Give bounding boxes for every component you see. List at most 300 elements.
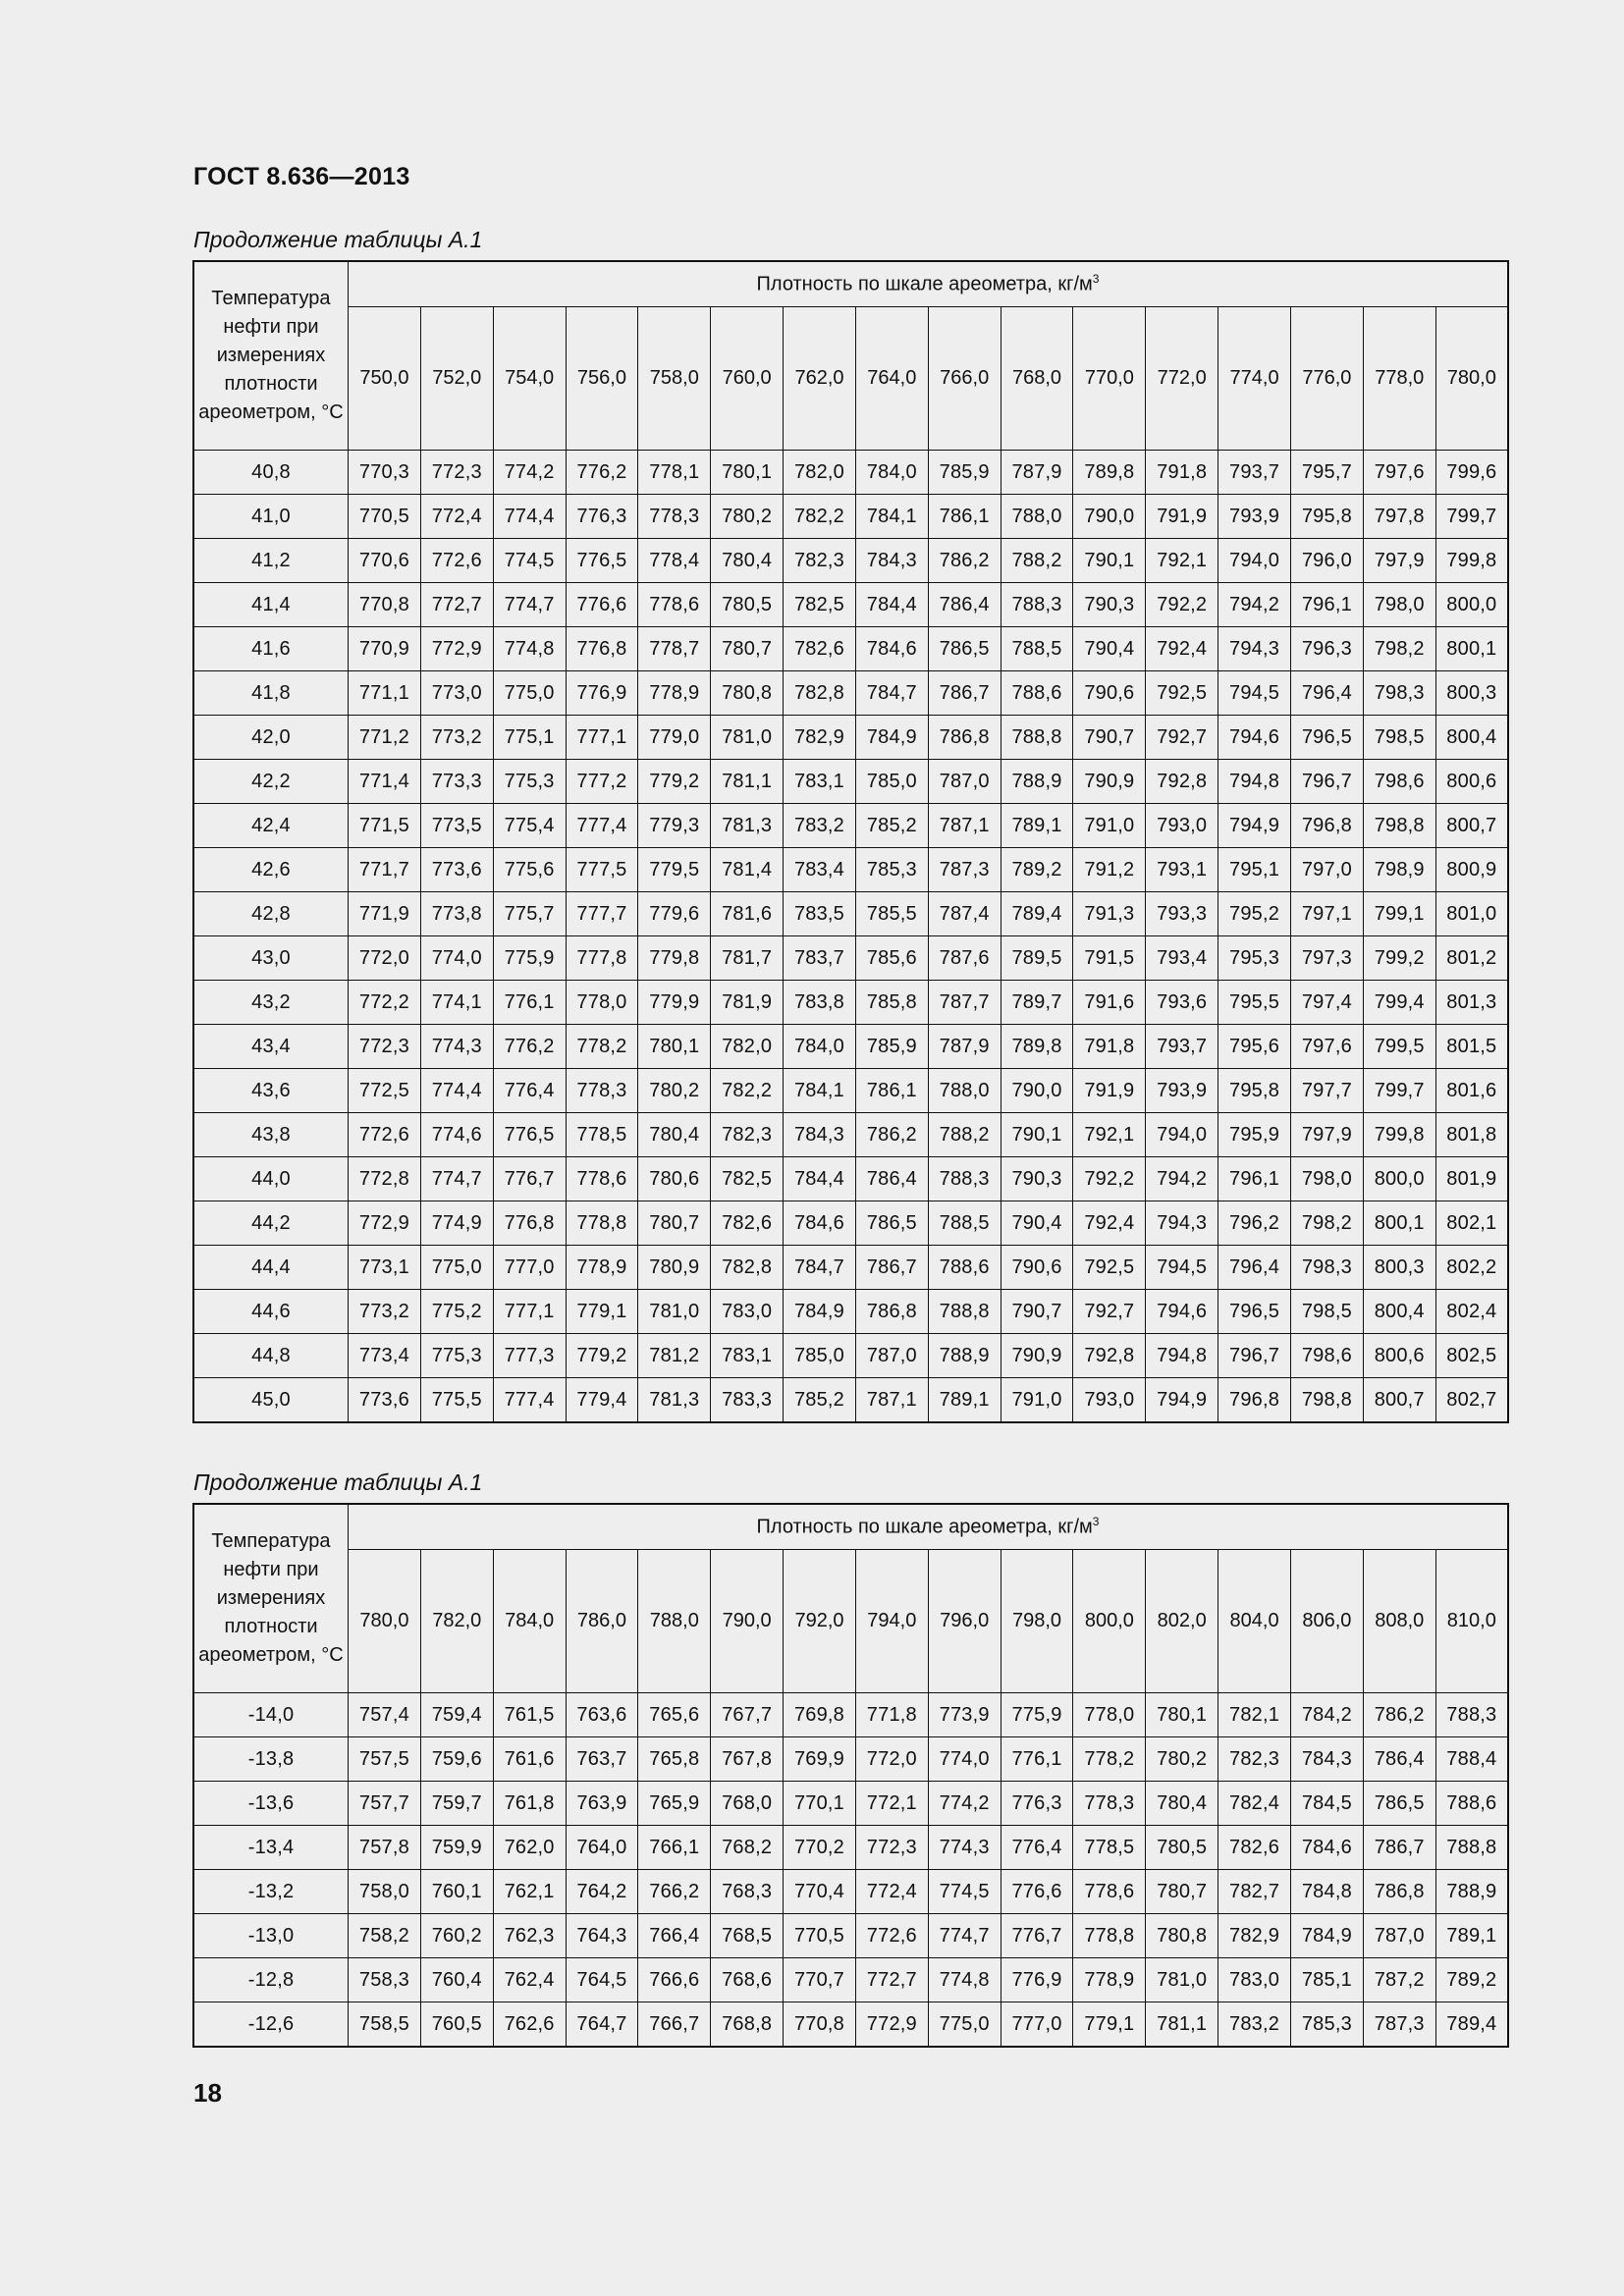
density-cell: 798,3 bbox=[1363, 671, 1435, 716]
density-cell: 788,6 bbox=[1001, 671, 1073, 716]
density-cell: 774,0 bbox=[928, 1737, 1001, 1782]
density-cell: 778,6 bbox=[638, 583, 711, 627]
density-cell: 787,4 bbox=[928, 892, 1001, 936]
density-cell: 789,1 bbox=[1435, 1914, 1508, 1958]
density-cell: 788,3 bbox=[1435, 1693, 1508, 1737]
column-header: 752,0 bbox=[420, 307, 493, 451]
density-cell: 786,2 bbox=[928, 539, 1001, 583]
table-row bbox=[193, 1201, 1508, 1246]
density-cell: 776,9 bbox=[566, 671, 638, 716]
density-cell: 795,8 bbox=[1290, 495, 1363, 539]
density-cell: 793,1 bbox=[1146, 848, 1218, 892]
density-cell: 778,6 bbox=[1073, 1870, 1146, 1914]
density-cell: 772,4 bbox=[855, 1870, 928, 1914]
density-cell: 786,5 bbox=[855, 1201, 928, 1246]
density-cell: 787,9 bbox=[1001, 451, 1073, 495]
density-cell: 778,0 bbox=[566, 981, 638, 1025]
table-row bbox=[193, 760, 1508, 804]
density-cell: 772,3 bbox=[855, 1826, 928, 1870]
density-cell: 797,4 bbox=[1290, 981, 1363, 1025]
density-cell: 789,5 bbox=[1001, 936, 1073, 981]
column-header: 762,0 bbox=[784, 307, 856, 451]
density-cell: 772,9 bbox=[349, 1201, 421, 1246]
density-cell: 781,6 bbox=[711, 892, 784, 936]
density-cell: 792,4 bbox=[1073, 1201, 1146, 1246]
density-cell: 795,8 bbox=[1218, 1069, 1291, 1113]
density-cell: 784,6 bbox=[855, 627, 928, 671]
density-cell: 786,4 bbox=[855, 1157, 928, 1201]
density-cell: 784,9 bbox=[784, 1290, 856, 1334]
density-cell: 774,4 bbox=[493, 495, 566, 539]
density-cell: 788,6 bbox=[928, 1246, 1001, 1290]
group-header-text: Плотность по шкале ареометра, кг/м bbox=[756, 273, 1093, 295]
density-cell: 760,4 bbox=[420, 1958, 493, 2002]
density-cell: 759,4 bbox=[420, 1693, 493, 1737]
density-cell: 794,0 bbox=[1218, 539, 1291, 583]
density-cell: 764,3 bbox=[566, 1914, 638, 1958]
density-cell: 798,6 bbox=[1363, 760, 1435, 804]
density-cell: 775,1 bbox=[493, 716, 566, 760]
density-cell: 767,7 bbox=[711, 1693, 784, 1737]
density-cell: 772,3 bbox=[349, 1025, 421, 1069]
density-cell: 790,9 bbox=[1073, 760, 1146, 804]
density-cell: 789,8 bbox=[1001, 1025, 1073, 1069]
density-cell: 782,2 bbox=[784, 495, 856, 539]
density-cell: 770,6 bbox=[349, 539, 421, 583]
density-cell: 760,5 bbox=[420, 2002, 493, 2048]
density-cell: 772,7 bbox=[855, 1958, 928, 2002]
density-cell: 790,3 bbox=[1073, 583, 1146, 627]
column-header: 780,0 bbox=[349, 1550, 421, 1693]
density-cell: 776,6 bbox=[566, 583, 638, 627]
density-cell: 791,2 bbox=[1073, 848, 1146, 892]
density-cell: 782,3 bbox=[784, 539, 856, 583]
density-cell: 771,4 bbox=[349, 760, 421, 804]
density-cell: 788,3 bbox=[928, 1157, 1001, 1201]
density-cell: 778,8 bbox=[1073, 1914, 1146, 1958]
header-row bbox=[193, 1504, 1508, 1550]
density-cell: 785,9 bbox=[928, 451, 1001, 495]
temperature-cell: 44,4 bbox=[193, 1246, 349, 1290]
density-cell: 778,2 bbox=[566, 1025, 638, 1069]
density-cell: 772,1 bbox=[855, 1782, 928, 1826]
table-row bbox=[193, 1113, 1508, 1157]
density-cell: 774,8 bbox=[928, 1958, 1001, 2002]
density-cell: 789,1 bbox=[928, 1378, 1001, 1423]
density-cell: 801,0 bbox=[1435, 892, 1508, 936]
density-cell: 760,2 bbox=[420, 1914, 493, 1958]
density-cell: 788,3 bbox=[1001, 583, 1073, 627]
density-cell: 779,1 bbox=[566, 1290, 638, 1334]
density-cell: 773,0 bbox=[420, 671, 493, 716]
density-cell: 800,6 bbox=[1363, 1334, 1435, 1378]
temperature-cell: 43,6 bbox=[193, 1069, 349, 1113]
density-cell: 778,3 bbox=[566, 1069, 638, 1113]
temperature-cell: -12,6 bbox=[193, 2002, 349, 2048]
density-cell: 773,5 bbox=[420, 804, 493, 848]
density-cell: 778,9 bbox=[566, 1246, 638, 1290]
density-cell: 770,5 bbox=[784, 1914, 856, 1958]
density-cell: 780,5 bbox=[1146, 1826, 1218, 1870]
header-row bbox=[193, 261, 1508, 307]
density-cell: 781,4 bbox=[711, 848, 784, 892]
density-cell: 778,5 bbox=[1073, 1826, 1146, 1870]
density-cell: 780,1 bbox=[1146, 1693, 1218, 1737]
column-header: 796,0 bbox=[928, 1550, 1001, 1693]
density-cell: 782,0 bbox=[711, 1025, 784, 1069]
density-cell: 772,0 bbox=[855, 1737, 928, 1782]
density-cell: 758,5 bbox=[349, 2002, 421, 2048]
density-cell: 768,6 bbox=[711, 1958, 784, 2002]
table-row bbox=[193, 716, 1508, 760]
table-row bbox=[193, 1157, 1508, 1201]
temperature-cell: 42,8 bbox=[193, 892, 349, 936]
density-cell: 786,1 bbox=[928, 495, 1001, 539]
density-cell: 776,3 bbox=[1001, 1782, 1073, 1826]
temperature-cell: -13,6 bbox=[193, 1782, 349, 1826]
temperature-cell: -13,2 bbox=[193, 1870, 349, 1914]
density-cell: 768,0 bbox=[711, 1782, 784, 1826]
density-cell: 784,0 bbox=[855, 451, 928, 495]
temperature-cell: 42,4 bbox=[193, 804, 349, 848]
density-cell: 794,8 bbox=[1218, 760, 1291, 804]
density-cell: 777,4 bbox=[566, 804, 638, 848]
density-cell: 786,1 bbox=[855, 1069, 928, 1113]
temperature-cell: 42,6 bbox=[193, 848, 349, 892]
density-cell: 780,8 bbox=[711, 671, 784, 716]
column-header: 764,0 bbox=[855, 307, 928, 451]
density-cell: 773,6 bbox=[420, 848, 493, 892]
temperature-cell: -12,8 bbox=[193, 1958, 349, 2002]
density-cell: 784,1 bbox=[855, 495, 928, 539]
density-cell: 765,9 bbox=[638, 1782, 711, 1826]
density-cell: 795,1 bbox=[1218, 848, 1291, 892]
density-cell: 801,6 bbox=[1435, 1069, 1508, 1113]
density-cell: 791,8 bbox=[1073, 1025, 1146, 1069]
density-cell: 778,1 bbox=[638, 451, 711, 495]
density-cell: 790,9 bbox=[1001, 1334, 1073, 1378]
density-cell: 776,8 bbox=[493, 1201, 566, 1246]
table-row bbox=[193, 1693, 1508, 1737]
density-cell: 780,7 bbox=[638, 1201, 711, 1246]
column-header: 790,0 bbox=[711, 1550, 784, 1693]
density-cell: 797,9 bbox=[1290, 1113, 1363, 1157]
density-cell: 798,2 bbox=[1290, 1201, 1363, 1246]
density-cell: 770,2 bbox=[784, 1826, 856, 1870]
density-cell: 782,6 bbox=[1218, 1826, 1291, 1870]
density-cell: 798,2 bbox=[1363, 627, 1435, 671]
density-cell: 798,0 bbox=[1363, 583, 1435, 627]
density-cell: 761,6 bbox=[493, 1737, 566, 1782]
density-cell: 780,8 bbox=[1146, 1914, 1218, 1958]
column-header: 804,0 bbox=[1218, 1550, 1291, 1693]
density-cell: 772,2 bbox=[349, 981, 421, 1025]
table-row bbox=[193, 2002, 1508, 2048]
column-header: 798,0 bbox=[1001, 1550, 1073, 1693]
density-cell: 780,4 bbox=[1146, 1782, 1218, 1826]
density-cell: 780,7 bbox=[1146, 1870, 1218, 1914]
density-cell: 784,3 bbox=[1290, 1737, 1363, 1782]
density-cell: 784,5 bbox=[1290, 1782, 1363, 1826]
density-cell: 788,2 bbox=[928, 1113, 1001, 1157]
density-cell: 792,5 bbox=[1073, 1246, 1146, 1290]
density-cell: 785,0 bbox=[855, 760, 928, 804]
temperature-cell: -13,0 bbox=[193, 1914, 349, 1958]
density-cell: 782,8 bbox=[784, 671, 856, 716]
density-cell: 763,6 bbox=[566, 1693, 638, 1737]
density-cell: 773,1 bbox=[349, 1246, 421, 1290]
density-cell: 788,5 bbox=[928, 1201, 1001, 1246]
density-cell: 799,6 bbox=[1435, 451, 1508, 495]
density-cell: 781,2 bbox=[638, 1334, 711, 1378]
density-cell: 793,6 bbox=[1146, 981, 1218, 1025]
density-cell: 771,7 bbox=[349, 848, 421, 892]
page-number: 18 bbox=[193, 2078, 222, 2108]
density-cell: 786,8 bbox=[855, 1290, 928, 1334]
table-row bbox=[193, 539, 1508, 583]
column-header: 808,0 bbox=[1363, 1550, 1435, 1693]
density-cell: 799,2 bbox=[1363, 936, 1435, 981]
density-cell: 777,4 bbox=[493, 1378, 566, 1423]
density-cell: 796,3 bbox=[1290, 627, 1363, 671]
density-cell: 784,4 bbox=[784, 1157, 856, 1201]
density-cell: 791,9 bbox=[1073, 1069, 1146, 1113]
density-cell: 774,7 bbox=[493, 583, 566, 627]
density-cell: 781,1 bbox=[711, 760, 784, 804]
density-cell: 790,1 bbox=[1073, 539, 1146, 583]
density-cell: 772,0 bbox=[349, 936, 421, 981]
density-cell: 779,4 bbox=[566, 1378, 638, 1423]
density-cell: 792,1 bbox=[1073, 1113, 1146, 1157]
density-cell: 790,0 bbox=[1001, 1069, 1073, 1113]
density-table bbox=[192, 1503, 1509, 2048]
density-cell: 777,5 bbox=[566, 848, 638, 892]
density-cell: 780,1 bbox=[638, 1025, 711, 1069]
density-cell: 781,3 bbox=[638, 1378, 711, 1423]
density-cell: 785,2 bbox=[784, 1378, 856, 1423]
table-row bbox=[193, 1958, 1508, 2002]
density-cell: 799,7 bbox=[1363, 1069, 1435, 1113]
density-cell: 778,0 bbox=[1073, 1693, 1146, 1737]
density-cell: 770,8 bbox=[784, 2002, 856, 2048]
table-row bbox=[193, 495, 1508, 539]
density-cell: 772,7 bbox=[420, 583, 493, 627]
column-header: 788,0 bbox=[638, 1550, 711, 1693]
density-cell: 764,0 bbox=[566, 1826, 638, 1870]
density-cell: 795,9 bbox=[1218, 1113, 1291, 1157]
temperature-cell: -14,0 bbox=[193, 1693, 349, 1737]
density-cell: 773,8 bbox=[420, 892, 493, 936]
table-row bbox=[193, 1334, 1508, 1378]
density-cell: 789,2 bbox=[1435, 1958, 1508, 2002]
density-cell: 774,7 bbox=[420, 1157, 493, 1201]
density-cell: 791,9 bbox=[1146, 495, 1218, 539]
density-cell: 794,0 bbox=[1146, 1113, 1218, 1157]
density-cell: 794,9 bbox=[1218, 804, 1291, 848]
density-cell: 771,5 bbox=[349, 804, 421, 848]
density-cell: 758,3 bbox=[349, 1958, 421, 2002]
density-cell: 796,4 bbox=[1290, 671, 1363, 716]
column-header: 754,0 bbox=[493, 307, 566, 451]
density-cell: 780,9 bbox=[638, 1246, 711, 1290]
density-cell: 774,2 bbox=[928, 1782, 1001, 1826]
density-cell: 780,4 bbox=[711, 539, 784, 583]
density-cell: 786,2 bbox=[855, 1113, 928, 1157]
density-cell: 800,0 bbox=[1363, 1157, 1435, 1201]
density-cell: 766,1 bbox=[638, 1826, 711, 1870]
density-cell: 799,5 bbox=[1363, 1025, 1435, 1069]
density-cell: 769,8 bbox=[784, 1693, 856, 1737]
density-cell: 782,9 bbox=[1218, 1914, 1291, 1958]
density-cell: 790,4 bbox=[1001, 1201, 1073, 1246]
column-header: 780,0 bbox=[1435, 307, 1508, 451]
density-cell: 793,7 bbox=[1146, 1025, 1218, 1069]
density-cell: 789,4 bbox=[1001, 892, 1073, 936]
density-cell: 787,0 bbox=[1363, 1914, 1435, 1958]
temperature-cell: 44,6 bbox=[193, 1290, 349, 1334]
density-cell: 770,8 bbox=[349, 583, 421, 627]
group-header-density bbox=[349, 261, 1509, 307]
density-cell: 790,7 bbox=[1001, 1290, 1073, 1334]
table-row bbox=[193, 1246, 1508, 1290]
density-cell: 781,0 bbox=[1146, 1958, 1218, 2002]
density-cell: 794,5 bbox=[1218, 671, 1291, 716]
density-cell: 778,9 bbox=[638, 671, 711, 716]
density-cell: 797,0 bbox=[1290, 848, 1363, 892]
density-cell: 797,7 bbox=[1290, 1069, 1363, 1113]
table-row bbox=[193, 1914, 1508, 1958]
density-cell: 794,2 bbox=[1218, 583, 1291, 627]
density-cell: 797,8 bbox=[1363, 495, 1435, 539]
density-cell: 778,8 bbox=[566, 1201, 638, 1246]
density-cell: 787,7 bbox=[928, 981, 1001, 1025]
density-cell: 766,4 bbox=[638, 1914, 711, 1958]
density-cell: 785,2 bbox=[855, 804, 928, 848]
density-cell: 788,9 bbox=[1001, 760, 1073, 804]
density-cell: 790,6 bbox=[1001, 1246, 1073, 1290]
density-table bbox=[192, 260, 1509, 1423]
density-cell: 782,2 bbox=[711, 1069, 784, 1113]
density-cell: 778,3 bbox=[638, 495, 711, 539]
table-row bbox=[193, 848, 1508, 892]
density-cell: 775,6 bbox=[493, 848, 566, 892]
table-row bbox=[193, 1025, 1508, 1069]
density-cell: 795,3 bbox=[1218, 936, 1291, 981]
density-cell: 758,2 bbox=[349, 1914, 421, 1958]
density-cell: 772,9 bbox=[420, 627, 493, 671]
column-header: 766,0 bbox=[928, 307, 1001, 451]
density-cell: 798,6 bbox=[1290, 1334, 1363, 1378]
density-cell: 788,4 bbox=[1435, 1737, 1508, 1782]
density-cell: 800,3 bbox=[1363, 1246, 1435, 1290]
density-cell: 774,5 bbox=[493, 539, 566, 583]
density-cell: 783,4 bbox=[784, 848, 856, 892]
density-cell: 776,4 bbox=[493, 1069, 566, 1113]
table-row bbox=[193, 451, 1508, 495]
density-cell: 777,1 bbox=[566, 716, 638, 760]
density-cell: 766,7 bbox=[638, 2002, 711, 2048]
density-cell: 791,6 bbox=[1073, 981, 1146, 1025]
density-cell: 786,8 bbox=[1363, 1870, 1435, 1914]
density-cell: 796,1 bbox=[1290, 583, 1363, 627]
density-cell: 782,1 bbox=[1218, 1693, 1291, 1737]
density-cell: 766,2 bbox=[638, 1870, 711, 1914]
density-cell: 792,7 bbox=[1073, 1290, 1146, 1334]
density-cell: 775,5 bbox=[420, 1378, 493, 1423]
density-cell: 782,8 bbox=[711, 1246, 784, 1290]
density-cell: 780,2 bbox=[711, 495, 784, 539]
density-cell: 784,3 bbox=[784, 1113, 856, 1157]
table-row bbox=[193, 583, 1508, 627]
density-cell: 775,2 bbox=[420, 1290, 493, 1334]
density-cell: 792,1 bbox=[1146, 539, 1218, 583]
density-cell: 786,4 bbox=[928, 583, 1001, 627]
density-cell: 796,5 bbox=[1290, 716, 1363, 760]
density-cell: 757,7 bbox=[349, 1782, 421, 1826]
density-cell: 775,9 bbox=[493, 936, 566, 981]
density-cell: 772,6 bbox=[420, 539, 493, 583]
density-cell: 800,1 bbox=[1363, 1201, 1435, 1246]
density-cell: 798,5 bbox=[1290, 1290, 1363, 1334]
density-cell: 793,9 bbox=[1218, 495, 1291, 539]
density-cell: 779,3 bbox=[638, 804, 711, 848]
density-cell: 783,1 bbox=[784, 760, 856, 804]
density-cell: 757,8 bbox=[349, 1826, 421, 1870]
density-cell: 774,3 bbox=[928, 1826, 1001, 1870]
density-cell: 776,9 bbox=[1001, 1958, 1073, 2002]
density-cell: 779,2 bbox=[566, 1334, 638, 1378]
column-header: 776,0 bbox=[1290, 307, 1363, 451]
density-cell: 800,7 bbox=[1363, 1378, 1435, 1423]
density-cell: 784,7 bbox=[784, 1246, 856, 1290]
density-cell: 791,0 bbox=[1073, 804, 1146, 848]
density-cell: 783,2 bbox=[1218, 2002, 1291, 2048]
density-cell: 802,4 bbox=[1435, 1290, 1508, 1334]
density-cell: 790,4 bbox=[1073, 627, 1146, 671]
density-cell: 794,3 bbox=[1218, 627, 1291, 671]
density-cell: 800,4 bbox=[1435, 716, 1508, 760]
density-cell: 774,3 bbox=[420, 1025, 493, 1069]
table-row bbox=[193, 892, 1508, 936]
density-cell: 775,0 bbox=[928, 2002, 1001, 2048]
table-row bbox=[193, 1826, 1508, 1870]
column-header: 810,0 bbox=[1435, 1550, 1508, 1693]
density-cell: 790,6 bbox=[1073, 671, 1146, 716]
column-header: 772,0 bbox=[1146, 307, 1218, 451]
density-cell: 789,2 bbox=[1001, 848, 1073, 892]
column-header: 756,0 bbox=[566, 307, 638, 451]
density-cell: 784,6 bbox=[784, 1201, 856, 1246]
density-cell: 784,9 bbox=[1290, 1914, 1363, 1958]
density-cell: 780,2 bbox=[638, 1069, 711, 1113]
density-cell: 794,5 bbox=[1146, 1246, 1218, 1290]
density-cell: 782,6 bbox=[711, 1201, 784, 1246]
density-cell: 783,1 bbox=[711, 1334, 784, 1378]
temperature-cell: -13,8 bbox=[193, 1737, 349, 1782]
density-cell: 777,7 bbox=[566, 892, 638, 936]
density-cell: 795,5 bbox=[1218, 981, 1291, 1025]
density-cell: 770,1 bbox=[784, 1782, 856, 1826]
density-cell: 768,3 bbox=[711, 1870, 784, 1914]
density-cell: 793,7 bbox=[1218, 451, 1291, 495]
density-cell: 785,3 bbox=[1290, 2002, 1363, 2048]
temperature-cell: 40,8 bbox=[193, 451, 349, 495]
density-cell: 788,5 bbox=[1001, 627, 1073, 671]
density-cell: 787,6 bbox=[928, 936, 1001, 981]
density-cell: 771,9 bbox=[349, 892, 421, 936]
temperature-cell: 44,0 bbox=[193, 1157, 349, 1201]
density-cell: 798,0 bbox=[1290, 1157, 1363, 1201]
